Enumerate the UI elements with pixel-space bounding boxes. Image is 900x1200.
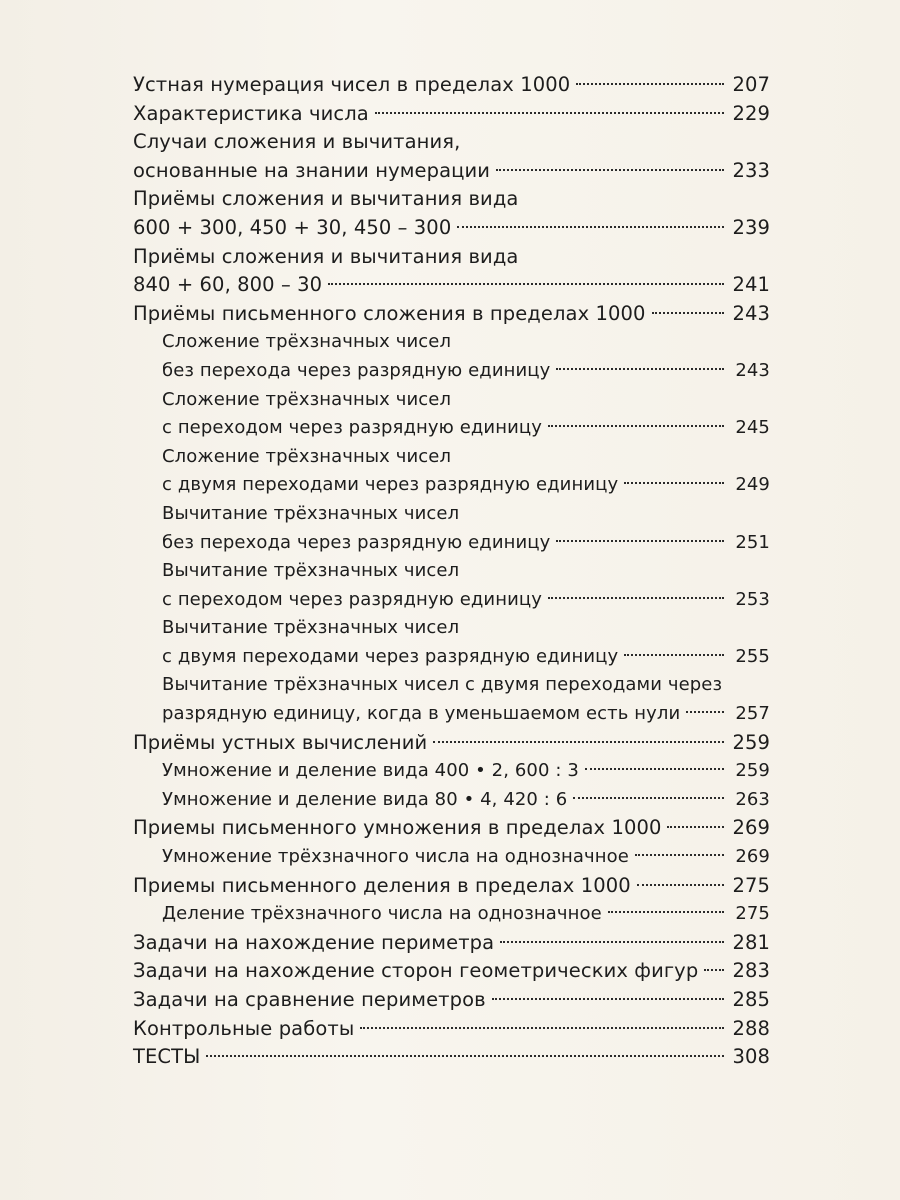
toc-entry-title: Случаи сложения и вычитания, xyxy=(133,130,461,154)
toc-entry xyxy=(133,300,770,329)
dot-leader xyxy=(556,540,724,542)
toc-entry-title: без перехода через разрядную единицу xyxy=(162,531,551,553)
toc-page-number: 259 xyxy=(732,730,770,754)
toc-entry-title: Приемы письменного умножения в пределах 1000 xyxy=(133,816,662,840)
toc-entry xyxy=(133,1015,770,1044)
toc-entry-last-line xyxy=(133,1043,770,1072)
toc-entry-last-line xyxy=(133,414,770,443)
toc-page-number: 269 xyxy=(735,846,770,868)
toc-entry xyxy=(133,957,770,986)
toc-entry xyxy=(133,185,770,242)
toc-page-number: 253 xyxy=(735,588,770,610)
toc-entry-title: Приемы письменного деления в пределах 1000 xyxy=(133,873,631,897)
toc-page-number: 259 xyxy=(735,760,770,782)
toc-page-number: 263 xyxy=(735,788,770,810)
toc-page-number: 207 xyxy=(732,73,770,96)
toc-entry-line xyxy=(133,614,770,643)
toc-page-number: 275 xyxy=(735,903,770,925)
toc-entry-title: 600 + 300, 450 + 30, 450 – 300 xyxy=(133,215,452,239)
dot-leader xyxy=(608,911,724,913)
dot-leader xyxy=(652,312,724,314)
toc-entry-title: с переходом через разрядную единицу xyxy=(162,588,542,610)
dot-leader xyxy=(576,83,724,85)
toc-page-number: 239 xyxy=(732,215,770,239)
toc-entry-line xyxy=(133,328,770,357)
toc-entry xyxy=(133,872,770,901)
toc-entry-line xyxy=(133,243,770,272)
toc-entry-title: Сложение трёхзначных чисел xyxy=(162,331,452,353)
toc-entry xyxy=(133,614,770,671)
toc-entry xyxy=(133,986,770,1015)
toc-entry-title: Приёмы письменного сложения в пределах 1000 xyxy=(133,301,646,325)
toc-entry-title: Приёмы сложения и вычитания вида xyxy=(133,244,519,268)
toc-entry-last-line xyxy=(133,357,770,386)
dot-leader xyxy=(496,169,724,171)
toc-entry-title: Вычитание трёхзначных чисел xyxy=(162,560,460,582)
toc-entry xyxy=(133,243,770,300)
toc-entry xyxy=(133,328,770,385)
toc-entry xyxy=(133,500,770,557)
toc-entry-title: Приёмы сложения и вычитания вида xyxy=(133,187,519,211)
toc-entry-title: с двумя переходами через разрядную единицу xyxy=(162,645,619,667)
toc-entry-title: Вычитание трёхзначных чисел xyxy=(162,617,460,639)
toc-entry-last-line xyxy=(133,700,770,729)
toc-entry-last-line xyxy=(133,157,770,186)
toc-entry-last-line xyxy=(133,929,770,958)
toc-entry-last-line xyxy=(133,271,770,300)
toc-entry-line xyxy=(133,671,770,700)
toc-entry-title: Устная нумерация чисел в пределах 1000 xyxy=(133,73,571,96)
toc-entry-line xyxy=(133,443,770,472)
toc-entry-title: Приёмы устных вычислений xyxy=(133,730,428,754)
toc-page-number: 288 xyxy=(732,1016,770,1040)
toc-entry-title: с двумя переходами через разрядную единицу xyxy=(162,474,619,496)
toc-entry-title: Задачи на нахождение сторон геометрических фигур xyxy=(133,959,699,983)
dot-leader xyxy=(585,768,724,770)
dot-leader xyxy=(206,1055,724,1057)
dot-leader xyxy=(637,884,724,886)
toc-entry xyxy=(133,814,770,843)
dot-leader xyxy=(556,368,724,370)
toc-entry-last-line xyxy=(133,1015,770,1044)
toc-page-number: 251 xyxy=(735,531,770,553)
dot-leader xyxy=(548,425,724,427)
toc-entry-last-line xyxy=(133,872,770,901)
dot-leader xyxy=(433,741,724,743)
toc-entry-line xyxy=(133,386,770,415)
toc-entry-title: Вычитание трёхзначных чисел xyxy=(162,502,460,524)
toc-entry-last-line xyxy=(133,814,770,843)
dot-leader xyxy=(548,597,724,599)
dot-leader xyxy=(667,826,724,828)
toc-entry xyxy=(133,929,770,958)
dot-leader xyxy=(624,654,724,656)
toc-entry xyxy=(133,757,770,786)
toc-entry-title: основанные на знании нумерации xyxy=(133,158,491,182)
toc-entry-last-line xyxy=(133,529,770,558)
dot-leader xyxy=(624,482,724,484)
toc-entry xyxy=(133,71,770,100)
toc-page-number: 269 xyxy=(732,816,770,840)
toc-entry xyxy=(133,386,770,443)
dot-leader xyxy=(686,711,724,713)
toc-entry-title: Характеристика числа xyxy=(133,101,369,125)
toc-entry xyxy=(133,843,770,872)
dot-leader xyxy=(375,112,724,114)
toc-entry-title: Сложение трёхзначных чисел xyxy=(162,388,452,410)
toc-page-number: 245 xyxy=(735,417,770,439)
toc-entry-line xyxy=(133,185,770,214)
toc-entry-last-line xyxy=(133,729,770,758)
toc-page-number: 233 xyxy=(732,158,770,182)
toc-entry-title: 840 + 60, 800 – 30 xyxy=(133,273,323,297)
toc-page-number: 283 xyxy=(732,959,770,983)
toc-page-number: 255 xyxy=(735,645,770,667)
dot-leader xyxy=(704,969,724,971)
dot-leader xyxy=(500,941,724,943)
toc-entry-last-line xyxy=(133,843,770,872)
toc-entry-title: Вычитание трёхзначных чисел с двумя переходами через xyxy=(162,674,723,696)
toc-entry xyxy=(133,671,770,728)
table-of-contents xyxy=(133,71,770,1072)
toc-page-number: 281 xyxy=(732,930,770,954)
toc-page-number: 285 xyxy=(732,988,770,1011)
toc-entry xyxy=(133,786,770,815)
toc-entry-last-line xyxy=(133,643,770,672)
toc-entry-last-line xyxy=(133,71,770,100)
toc-entry-title: с переходом через разрядную единицу xyxy=(162,417,542,439)
toc-entry-last-line xyxy=(133,586,770,615)
toc-entry-title: Умножение трёхзначного числа на однозначное xyxy=(162,846,629,868)
toc-page-number: 275 xyxy=(732,873,770,897)
toc-entry-title: Сложение трёхзначных чисел xyxy=(162,445,452,467)
toc-entry-line xyxy=(133,128,770,157)
toc-entry-last-line xyxy=(133,300,770,329)
toc-entry-title: без перехода через разрядную единицу xyxy=(162,359,551,381)
dot-leader xyxy=(457,226,724,228)
toc-entry-title: Задачи на нахождение периметра xyxy=(133,930,495,954)
toc-entry xyxy=(133,900,770,929)
toc-entry-title: Контрольные работы xyxy=(133,1016,355,1040)
toc-entry-title: Деление трёхзначного числа на однозначное xyxy=(162,903,602,925)
toc-entry-last-line xyxy=(133,986,770,1015)
toc-entry-last-line xyxy=(133,957,770,986)
toc-entry-line xyxy=(133,557,770,586)
toc-page-number: 243 xyxy=(732,301,770,325)
toc-entry-title: Задачи на сравнение периметров xyxy=(133,988,486,1011)
toc-page-number: 243 xyxy=(735,359,770,381)
toc-entry-last-line xyxy=(133,757,770,786)
toc-entry-title: разрядную единицу, когда в уменьшаемом есть нули xyxy=(162,703,681,725)
toc-page-number: 257 xyxy=(735,703,770,725)
toc-entry xyxy=(133,729,770,758)
toc-page-number: 308 xyxy=(732,1045,770,1069)
dot-leader xyxy=(360,1027,724,1029)
toc-entry xyxy=(133,1043,770,1072)
dot-leader xyxy=(573,797,724,799)
toc-page-number: 241 xyxy=(732,273,770,297)
toc-entry-line xyxy=(133,500,770,529)
dot-leader xyxy=(635,854,724,856)
toc-entry xyxy=(133,443,770,500)
toc-entry-last-line xyxy=(133,471,770,500)
toc-page-number: 229 xyxy=(732,101,770,125)
toc-entry-title: Умножение и деление вида 80 • 4, 420 : 6 xyxy=(162,788,568,810)
toc-entry xyxy=(133,100,770,129)
toc-page-number: 249 xyxy=(735,474,770,496)
toc-entry-last-line xyxy=(133,100,770,129)
dot-leader xyxy=(492,998,724,1000)
toc-entry-last-line xyxy=(133,900,770,929)
toc-entry xyxy=(133,128,770,185)
toc-entry-title: ТЕСТЫ xyxy=(133,1045,201,1069)
toc-entry-last-line xyxy=(133,214,770,243)
toc-entry-title: Умножение и деление вида 400 • 2, 600 : 3 xyxy=(162,760,579,782)
toc-entry-last-line xyxy=(133,786,770,815)
toc-entry xyxy=(133,557,770,614)
dot-leader xyxy=(328,283,724,285)
